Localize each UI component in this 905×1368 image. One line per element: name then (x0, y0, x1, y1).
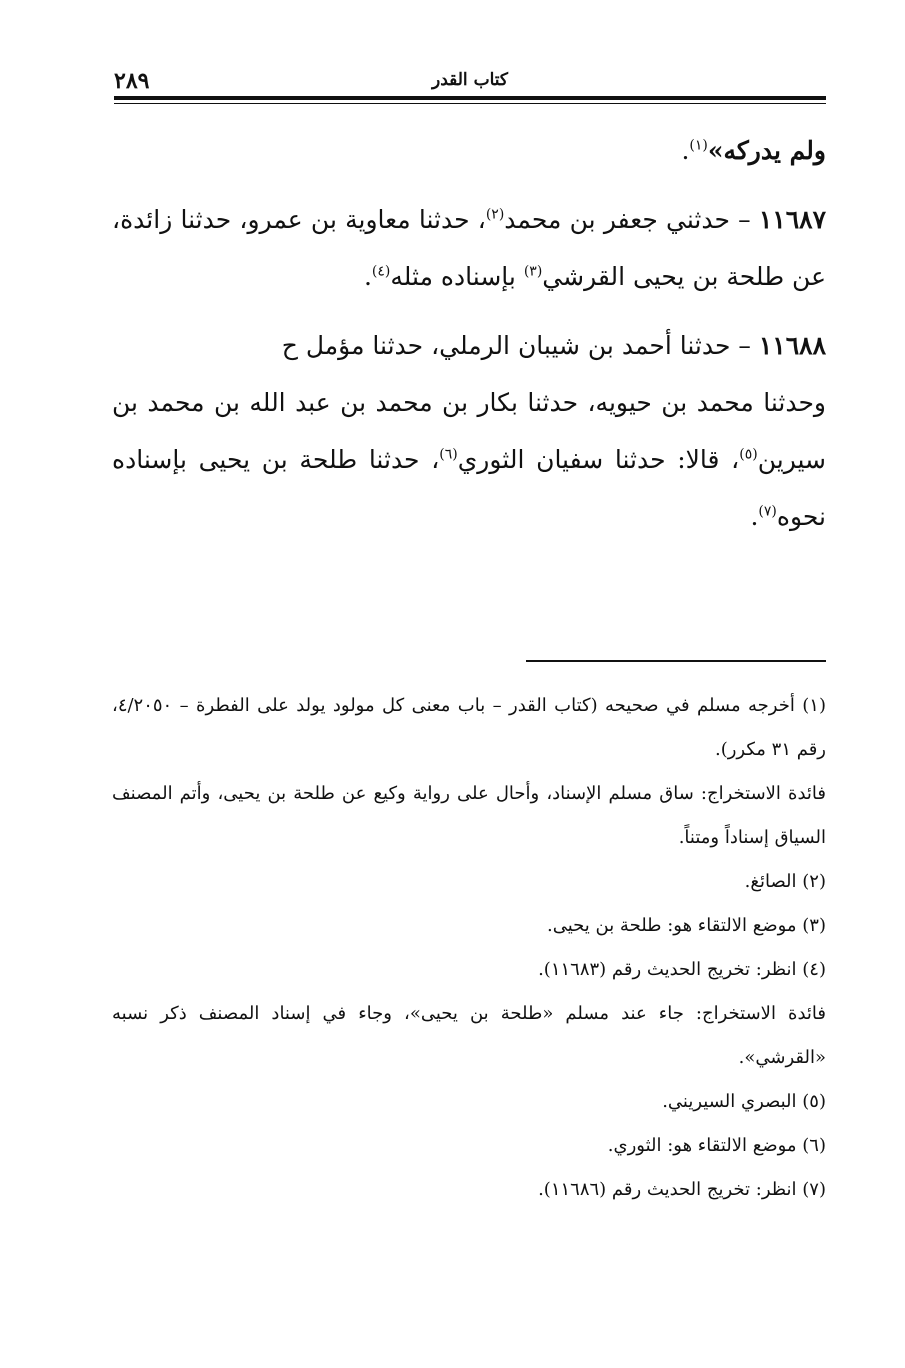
hadith-text: وحدثنا محمد بن حيويه، حدثنا بكار بن محمد بن عبد الله بن محمد بن سيرين (112, 388, 826, 474)
hadith-text: – حدثنا أحمد بن شيبان الرملي، حدثنا مؤمل ح (281, 331, 759, 360)
footnote-ref: (٥) (739, 446, 758, 463)
continuation-line (112, 122, 826, 179)
punctuation: . (681, 136, 690, 165)
hadith-11687 (112, 191, 826, 305)
footnotes (112, 684, 826, 1212)
header-rule-thin (114, 103, 826, 104)
header-rule-thick (114, 96, 826, 100)
running-header (114, 66, 826, 96)
page-number: ٢٨٩ (114, 68, 150, 94)
footnote-2: (٢) الصائغ. (744, 871, 826, 892)
footnote-4: (٤) انظر: تخريج الحديث رقم (١١٦٨٣). (538, 959, 826, 980)
hadith-11688-continued (112, 374, 826, 545)
hadith-11688 (112, 317, 826, 374)
footnote-ref: (٧) (758, 503, 777, 520)
footnote-1: (١) أخرجه مسلم في صحيحه (كتاب القدر – باب معنى كل مولود يولد على الفطرة – ٤/٢٠٥٠، رقم ٣١ مكرر). (112, 695, 826, 760)
continuation-text: ولم يدركه» (707, 136, 826, 165)
footnote-ref: (١) (689, 137, 708, 154)
footnote-separator (526, 660, 826, 662)
footnote-ref: (٤) (371, 263, 391, 280)
hadith-number: ١١٦٨٧ (758, 205, 826, 234)
punctuation: . (750, 502, 759, 531)
footnote-1-note: فائدة الاستخراج: ساق مسلم الإسناد، وأحال على رواية وكيع عن طلحة بن يحيى، وأتم المصنف السياق إسناداً ومتناً. (112, 783, 826, 848)
hadith-text: ، قالا: حدثنا سفيان الثوري (457, 445, 740, 474)
hadith-number: ١١٦٨٨ (758, 331, 826, 360)
footnote-ref: (٣) (523, 263, 543, 280)
footnote-3: (٣) موضع الالتقاء هو: طلحة بن يحيى. (546, 915, 826, 936)
punctuation: . (363, 262, 372, 291)
hadith-text: ، حدثنا معاوية بن عمرو، حدثنا زائدة، عن طلحة بن يحيى القرشي (112, 205, 826, 291)
hadith-text: – حدثني جعفر بن محمد (504, 205, 759, 234)
hadith-text: ، حدثنا طلحة بن يحيى بإسناده نحوه (112, 445, 826, 531)
main-text (112, 122, 826, 545)
book-title: كتاب القدر (432, 70, 508, 90)
hadith-text: بإسناده مثله (390, 262, 524, 291)
footnote-ref: (٢) (485, 206, 505, 223)
footnote-4-note: فائدة الاستخراج: جاء عند مسلم «طلحة بن يحيى»، وجاء في إسناد المصنف ذكر نسبه «القرشي». (112, 1003, 826, 1068)
footnote-6: (٦) موضع الالتقاء هو: الثوري. (607, 1135, 826, 1156)
footnote-7: (٧) انظر: تخريج الحديث رقم (١١٦٨٦). (538, 1179, 826, 1200)
footnote-5: (٥) البصري السيريني. (662, 1091, 826, 1112)
footnote-ref: (٦) (439, 446, 458, 463)
